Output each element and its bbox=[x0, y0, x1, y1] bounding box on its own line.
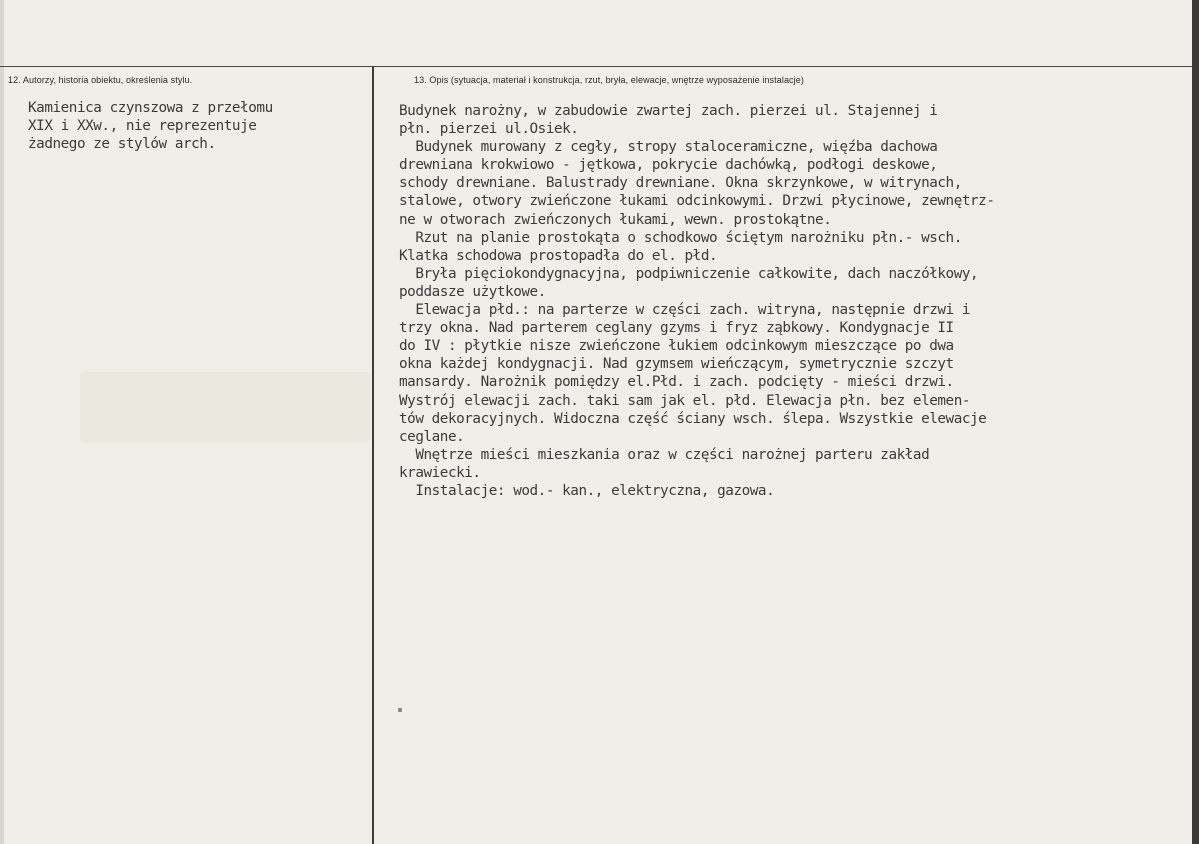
field-12-typed-text: Kamienica czynszowa z przełomu XIX i XXw., nie reprezentuje żadnego ze stylów arch. bbox=[28, 100, 273, 153]
column-divider bbox=[372, 66, 374, 844]
sheet-edge bbox=[0, 0, 4, 844]
header-rule bbox=[0, 66, 1192, 67]
field-13-header: 13. Opis (sytuacja, materiał i konstrukcja, rzut, bryła, elewacje, wnętrze wyposażenie instalacje) bbox=[414, 75, 804, 85]
field-12-header: 12. Autorzy, historia obiektu, określenia stylu. bbox=[8, 75, 193, 85]
paper-speck bbox=[398, 708, 402, 712]
field-13-typed-text: Budynek narożny, w zabudowie zwartej zach. pierzei ul. Stajennej i płn. pierzei ul.Osiek. Budynek murowany z cegły, stropy staloceramiczne, więźba dachowa drewniana krokwiowo - jętkowa, pokrycie dachówką, podłogi deskowe, schody drewniane. Balustrady drewniane. Okna skrzynkowe, w witrynach, stalowe, otwory zwieńczone łukami odcinkowymi. Drzwi płycinowe, zewnętrz- ne w otworach zwieńczonych łukami, wewn. prostokątne. Rzut na planie prostokąta o schodkowo ściętym narożniku płn.- wsch. Klatka schodowa prostopadła do el. płd. Bryła pięciokondygnacyjna, podpiwniczenie całkowite, dach naczółkowy, poddasze użytkowe. Elewacja płd.: na parterze w części zach. witryna, następnie drzwi i trzy okna. Nad parterem ceglany gzyms i fryz ząbkowy. Kondygnacje II do IV : płytkie nisze zwieńczone łukiem odcinkowym mieszczące po dwa okna każdej kondygnacji. Nad gzymsem wieńczącym, symetrycznie szczyt mansardy. Narożnik pomiędzy el.Płd. i zach. podcięty - mieści drzwi. Wystrój elewacji zach. taki sam jak el. płd. Elewacja płn. bez elemen- tów dekoracyjnych. Widoczna część ściany wsch. ślepa. Wszystkie elewacje ceglane. Wnętrze mieści mieszkania oraz w części narożnej parteru zakład krawiecki. Instalacje: wod.- kan., elektryczna, gazowa. bbox=[399, 103, 995, 499]
paper-stain bbox=[80, 372, 370, 442]
